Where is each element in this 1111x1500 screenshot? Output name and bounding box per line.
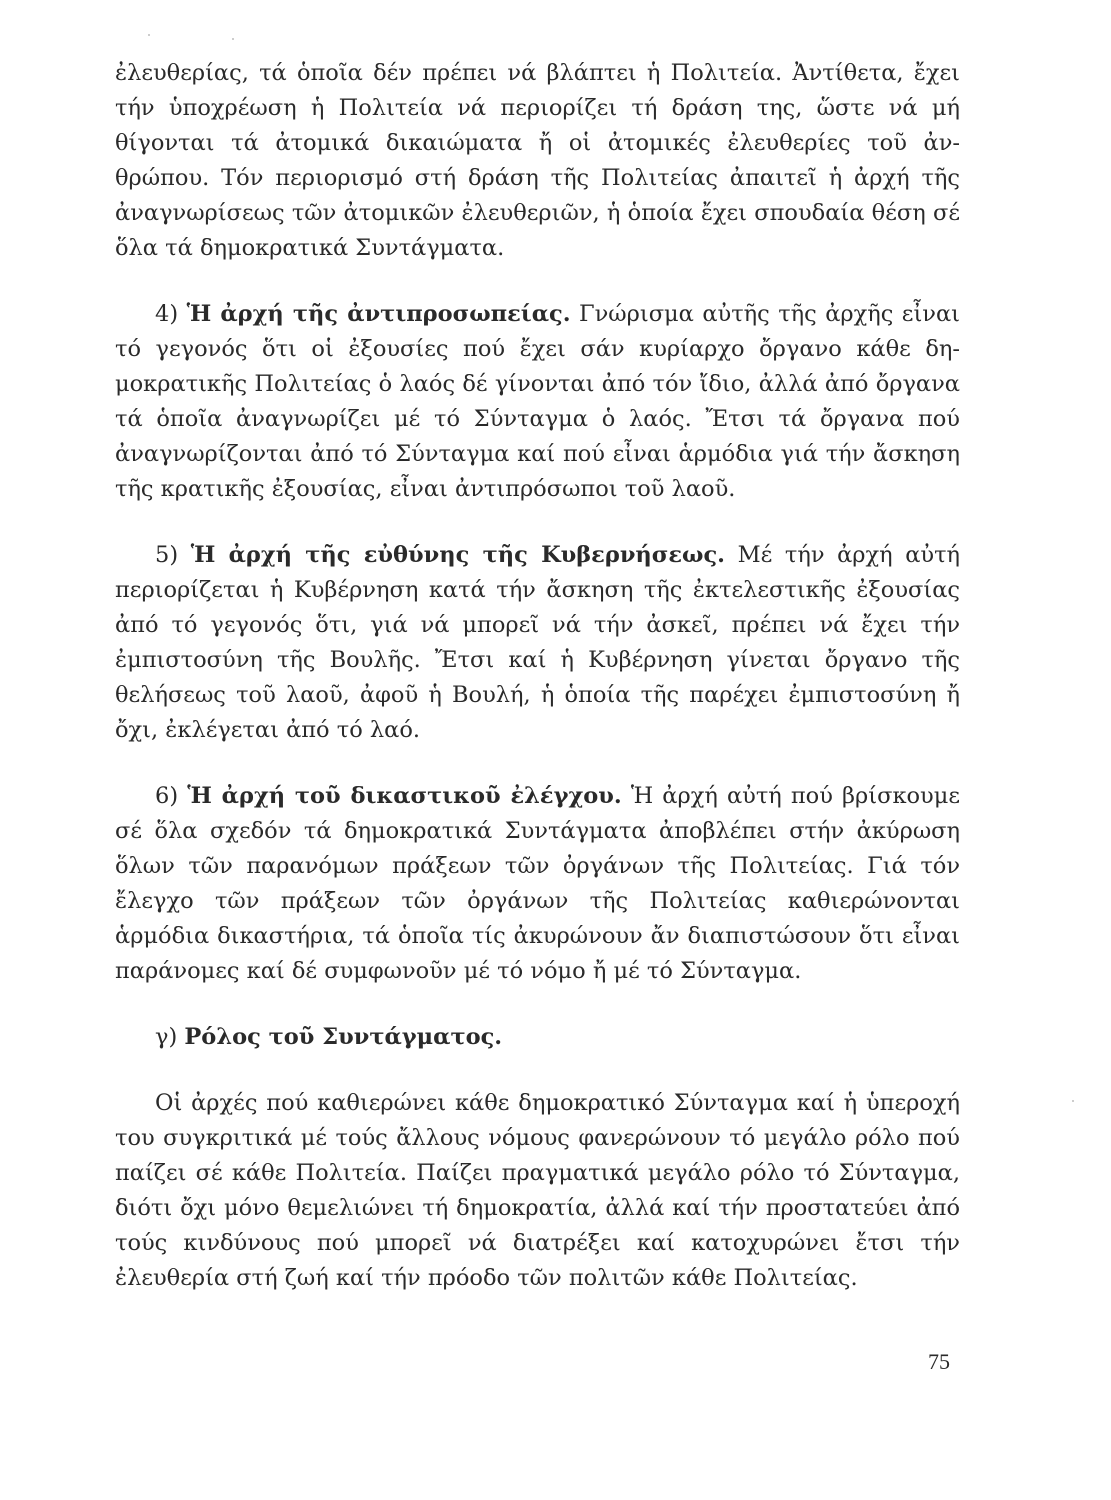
principle-title: Ἡ ἀρχή τῆς ἀντιπροσωπείας. (186, 301, 571, 327)
scan-speck (1072, 1100, 1074, 1102)
scan-speck (232, 38, 234, 40)
principle-title: Ἡ ἀρχή τῆς εὐθύνης τῆς Κυβερνήσεως. (190, 542, 726, 568)
page-number: 75 (928, 1349, 950, 1374)
principle-number: 5) (155, 542, 179, 568)
page-body (115, 56, 960, 1296)
principle-text: Μέ τήν ἀρχή αὐτή περιορίζεται ἡ Κυβέρνηση κατά τήν ἄσκηση τῆς ἐκτελεστικῆς ἐξουσίας ἀπό τό γεγονός ὅτι, γιά νά μπορεῖ νά τήν ἀσκεῖ, πρέπει νά ἔχει τήν ἐμπιστοσύνη τῆς Βουλῆς. Ἔτσι καί ἡ Κυβέρνηση γίνεται ὄργανο τῆς θελήσεως τοῦ λαοῦ, ἀφοῦ ἡ Βουλή, ἡ ὁποία τῆς παρέχει ἐμπιστοσύνη ἤ ὄχι, ἐκλέγεται ἀπό τό λαό. (115, 542, 961, 743)
principle-text: Ἡ ἀρχή αὐτή πού βρίσκουμε σέ ὅλα σχεδόν τά δημοκρατικά Συντάγματα ἀποβλέπει στήν ἀκύρωση ὅλων τῶν παρανόμων πράξεων τῶν ὀργάνων τῆς Πολιτείας. Γιά τόν ἔλεγχο τῶν πράξεων τῶν ὀργάνων τῆς Πολιτείας καθιερώνονται ἁρμόδια δικαστήρια, τά ὁποῖα τίς ἀκυρώνουν ἄν διαπιστώσουν ὅτι εἶναι παράνομες καί δέ συμφωνοῦν μέ τό νόμο ἤ μέ τό Σύνταγμα. (115, 783, 961, 984)
opening-paragraph: ἐλευθερίας, τά ὁποῖα δέν πρέπει νά βλάπτει ἡ Πολιτεία. Ἀντίθετα, ἔχει τήν ὑποχρέωση ἡ Πολιτεία νά περιορίζει τή δράση της, ὥστε νά μή θίγονται τά ἀτομικά δικαιώματα ἤ οἱ ἀτομικές ἐλευθερίες τοῦ ἀνθρώπου. Τόν περιορισμό στή δράση τῆς Πολιτείας ἀπαιτεῖ ἡ ἀρχή τῆς ἀναγνωρίσεως τῶν ἀτομικῶν ἐλευθεριῶν, ἡ ὁποία ἔχει σπουδαία θέση σέ ὅλα τά δημοκρατικά Συντάγματα. (115, 60, 960, 261)
principle-government-responsibility (115, 538, 960, 748)
principle-number: 6) (155, 783, 179, 809)
section-heading-title: Ρόλος τοῦ Συντάγματος. (184, 1024, 503, 1050)
principle-title: Ἡ ἀρχή τοῦ δικαστικοῦ ἐλέγχου. (187, 783, 622, 809)
section-heading (115, 1020, 960, 1055)
closing-paragraph: Οἱ ἀρχές πού καθιερώνει κάθε δημοκρατικό Σύνταγμα καί ἡ ὑπεροχή του συγκριτικά μέ τούς ἄλλους νόμους φανερώνουν τό μεγάλο ρόλο πού παίζει σέ κάθε Πολιτεία. Παίζει πραγματικά μεγάλο ρόλο τό Σύνταγμα, διότι ὄχι μόνο θεμελιώνει τή δημοκρατία, ἀλλά καί τήν προστατεύει ἀπό τούς κινδύνους πού μπορεῖ νά διατρέξει καί κατοχυρώνει ἔτσι τήν ἐλευθερία στή ζωή καί τήν πρόοδο τῶν πολιτῶν κάθε Πολιτείας. (115, 1090, 960, 1291)
scan-speck (148, 34, 150, 36)
principle-text: Γνώρισμα αὐτῆς τῆς ἀρχῆς εἶναι τό γεγονός ὅτι οἱ ἐξουσίες πού ἔχει σάν κυρίαρχο ὄργανο κάθε δημοκρατικῆς Πολιτείας ὁ λαός δέ γίνονται ἀπό τόν ἴδιο, ἀλλά ἀπό ὄργανα τά ὁποῖα ἀναγνωρίζει μέ τό Σύνταγμα ὁ λαός. Ἔτσι τά ὄργανα πού ἀναγνωρίζονται ἀπό τό Σύνταγμα καί πού εἶναι ἁρμόδια γιά τήν ἄσκηση τῆς κρατικῆς ἐξουσίας, εἶναι ἀντιπρόσωποι τοῦ λαοῦ. (115, 301, 960, 502)
principle-representation (115, 297, 960, 507)
principle-judicial-review (115, 779, 960, 989)
section-heading-number: γ) (155, 1024, 178, 1050)
principle-number: 4) (155, 301, 179, 327)
